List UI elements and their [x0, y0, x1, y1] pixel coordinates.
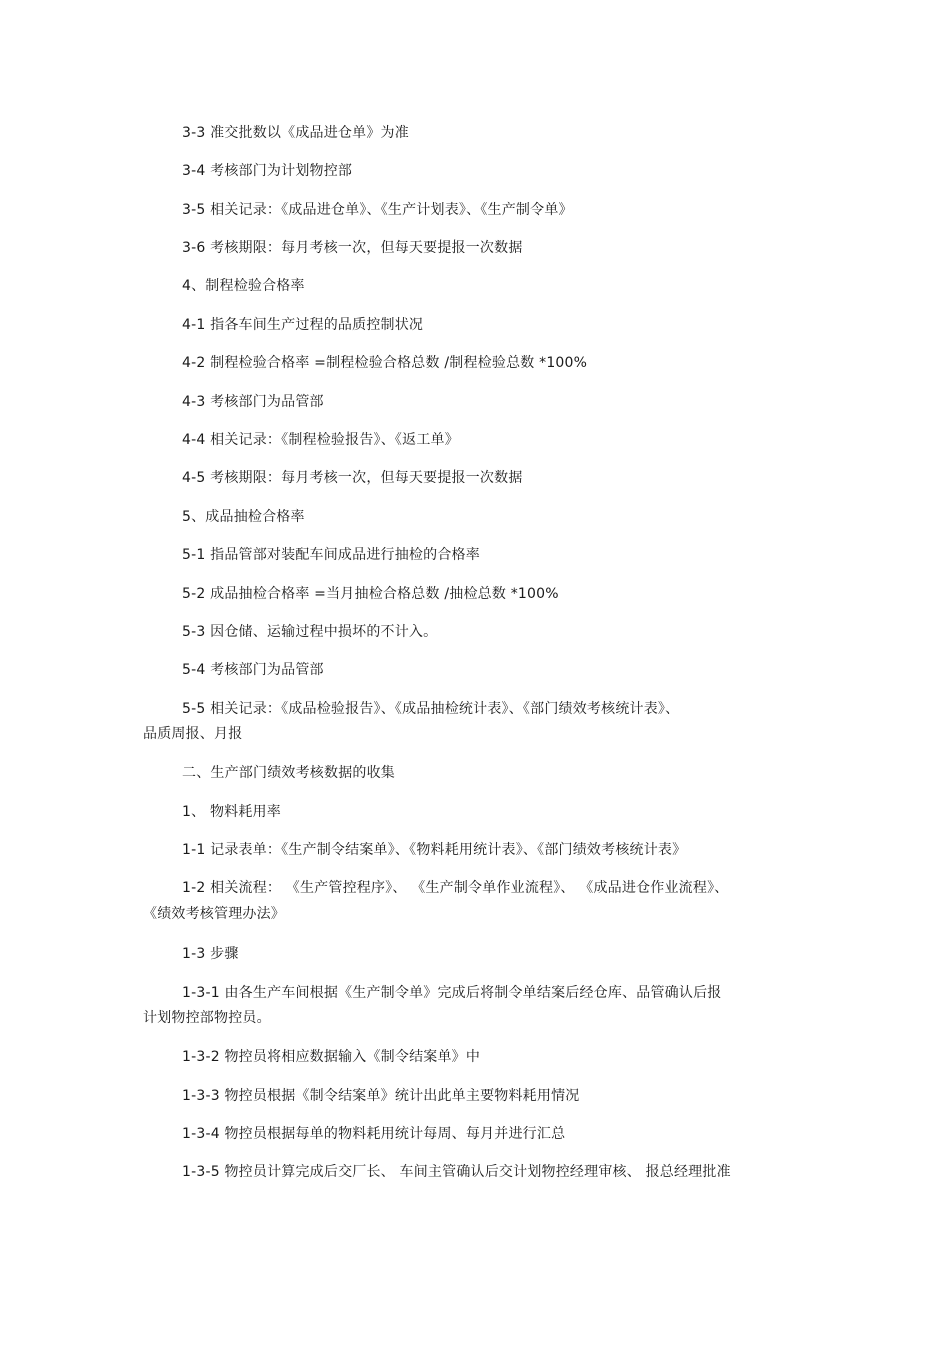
text-line: 1-3-5 物控员计算完成后交厂长、 车间主管确认后交计划物控经理审核、 报总经理批准 [182, 1164, 731, 1180]
text-line: 1-3-3 物控员根据《制令结案单》统计出此单主要物料耗用情况 [182, 1088, 580, 1104]
text-line: 1-3-4 物控员根据每单的物料耗用统计每周、每月并进行汇总 [182, 1126, 566, 1142]
text-line-continued: 计划物控部物控员。 [143, 1010, 271, 1026]
text-line: 4-5 考核期限：每月考核一次，但每天要提报一次数据 [182, 470, 523, 486]
section-heading: 4、制程检验合格率 [182, 278, 305, 294]
text-line: 1-2 相关流程： 《生产管控程序》、 《生产制令单作业流程》、 《成品进仓作业流程》、 [182, 880, 729, 896]
text-line: 5-1 指品管部对装配车间成品进行抽检的合格率 [182, 547, 480, 563]
text-line-continued: 品质周报、月报 [143, 726, 243, 742]
text-line: 1-3 步骤 [182, 946, 239, 962]
chapter-heading: 二、生产部门绩效考核数据的收集 [182, 765, 395, 781]
text-line: 4-1 指各车间生产过程的品质控制状况 [182, 317, 424, 333]
text-line: 4-2 制程检验合格率 =制程检验合格总数 /制程检验总数 *100% [182, 355, 588, 371]
text-line: 3-5 相关记录：《成品进仓单》、《生产计划表》、《生产制令单》 [182, 202, 573, 218]
text-line: 5-3 因仓储、运输过程中损坏的不计入。 [182, 624, 438, 640]
section-heading: 5、成品抽检合格率 [182, 509, 305, 525]
text-line: 3-4 考核部门为计划物控部 [182, 163, 353, 179]
text-line: 1-1 记录表单：《生产制令结案单》、《物料耗用统计表》、《部门绩效考核统计表》 [182, 842, 687, 858]
text-line: 1-3-2 物控员将相应数据输入《制令结案单》中 [182, 1049, 481, 1065]
text-line: 3-6 考核期限：每月考核一次，但每天要提报一次数据 [182, 240, 523, 256]
text-line: 5-2 成品抽检合格率 =当月抽检合格总数 /抽检总数 *100% [182, 586, 559, 602]
text-line: 5-5 相关记录：《成品检验报告》、《成品抽检统计表》、《部门绩效考核统计表》、 [182, 701, 680, 717]
text-line: 5-4 考核部门为品管部 [182, 662, 324, 678]
text-line-continued: 《绩效考核管理办法》 [143, 906, 285, 922]
text-line: 4-3 考核部门为品管部 [182, 394, 324, 410]
text-line: 4-4 相关记录：《制程检验报告》、《返工单》 [182, 432, 459, 448]
text-line: 1-3-1 由各生产车间根据《生产制令单》完成后将制令单结案后经仓库、品管确认后报 [182, 985, 722, 1001]
text-line: 3-3 准交批数以《成品进仓单》为准 [182, 125, 409, 141]
section-heading: 1、 物料耗用率 [182, 804, 281, 820]
